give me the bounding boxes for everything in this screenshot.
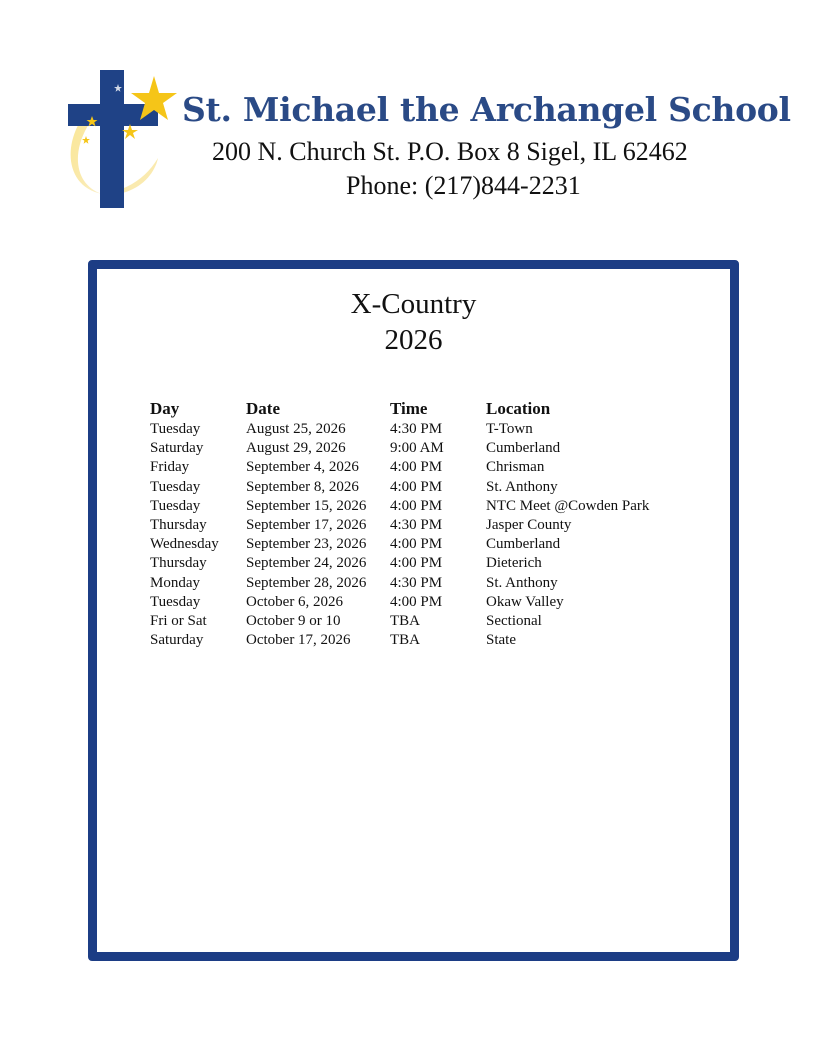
school-address: 200 N. Church St. P.O. Box 8 Sigel, IL 62462 (212, 137, 688, 166)
cell-time: 4:00 PM (390, 497, 443, 514)
cell-location: St. Anthony (486, 478, 558, 495)
cell-day: Thursday (150, 517, 207, 534)
cell-time: TBA (390, 612, 420, 629)
school-phone: Phone: (217)844-2231 (346, 171, 581, 200)
cell-date: September 24, 2026 (246, 555, 367, 572)
cell-date: September 17, 2026 (246, 517, 367, 534)
cell-time: 4:30 PM (390, 574, 443, 591)
column-header-location: Location (486, 399, 551, 418)
cell-day: Monday (150, 574, 200, 591)
table-row (150, 439, 686, 458)
cell-day: Friday (150, 459, 190, 476)
table-row (150, 478, 686, 497)
cell-day: Tuesday (150, 478, 201, 495)
cell-date: September 4, 2026 (246, 459, 359, 476)
cell-location: Cumberland (486, 440, 561, 457)
table-row (150, 535, 686, 554)
cell-location: St. Anthony (486, 574, 558, 591)
cross-with-star-icon (62, 66, 180, 212)
cell-day: Thursday (150, 555, 207, 572)
column-header-time: Time (390, 399, 428, 418)
table-row (150, 593, 686, 612)
schedule-table (150, 398, 686, 650)
cell-time: TBA (390, 632, 420, 649)
cell-location: NTC Meet @Cowden Park (486, 497, 650, 514)
table-row (150, 631, 686, 650)
cell-date: September 28, 2026 (246, 574, 367, 591)
cell-date: October 9 or 10 (246, 612, 341, 629)
table-header-row (150, 398, 686, 420)
cell-location: Jasper County (486, 517, 572, 534)
cell-time: 4:00 PM (390, 555, 443, 572)
cell-day: Fri or Sat (150, 612, 207, 629)
table-row (150, 497, 686, 516)
cell-location: Sectional (486, 612, 542, 629)
cell-date: August 29, 2026 (246, 440, 346, 457)
cell-day: Tuesday (150, 497, 201, 514)
schedule-title: X-Country (350, 288, 477, 320)
column-header-date: Date (246, 399, 280, 418)
cell-date: September 15, 2026 (246, 497, 367, 514)
table-row (150, 612, 686, 631)
cell-time: 4:00 PM (390, 536, 443, 553)
table-row (150, 554, 686, 573)
table-row (150, 574, 686, 593)
cell-date: September 23, 2026 (246, 536, 367, 553)
cell-time: 4:00 PM (390, 593, 443, 610)
school-logo (62, 66, 180, 212)
cell-date: September 8, 2026 (246, 478, 359, 495)
cell-location: Cumberland (486, 536, 561, 553)
cell-time: 4:00 PM (390, 459, 443, 476)
cell-location: Chrisman (486, 459, 545, 476)
table-row (150, 516, 686, 535)
cell-day: Tuesday (150, 421, 201, 438)
cell-time: 4:00 PM (390, 478, 443, 495)
cell-location: Dieterich (486, 555, 542, 572)
cell-date: October 6, 2026 (246, 593, 344, 610)
cell-day: Saturday (150, 440, 204, 457)
cell-location: Okaw Valley (486, 593, 564, 610)
cell-day: Saturday (150, 632, 204, 649)
table-row (150, 458, 686, 477)
cell-location: State (486, 632, 516, 649)
cell-date: October 17, 2026 (246, 632, 351, 649)
table-row (150, 420, 686, 439)
cell-day: Tuesday (150, 593, 201, 610)
column-header-day: Day (150, 399, 180, 418)
schedule-frame (88, 260, 739, 961)
cell-location: T-Town (486, 421, 533, 438)
cell-time: 4:30 PM (390, 421, 443, 438)
cell-time: 4:30 PM (390, 517, 443, 534)
cell-date: August 25, 2026 (246, 421, 346, 438)
school-name: St. Michael the Archangel School (182, 90, 791, 129)
schedule-year: 2026 (384, 324, 443, 356)
cell-day: Wednesday (150, 536, 219, 553)
cell-time: 9:00 AM (390, 440, 444, 457)
